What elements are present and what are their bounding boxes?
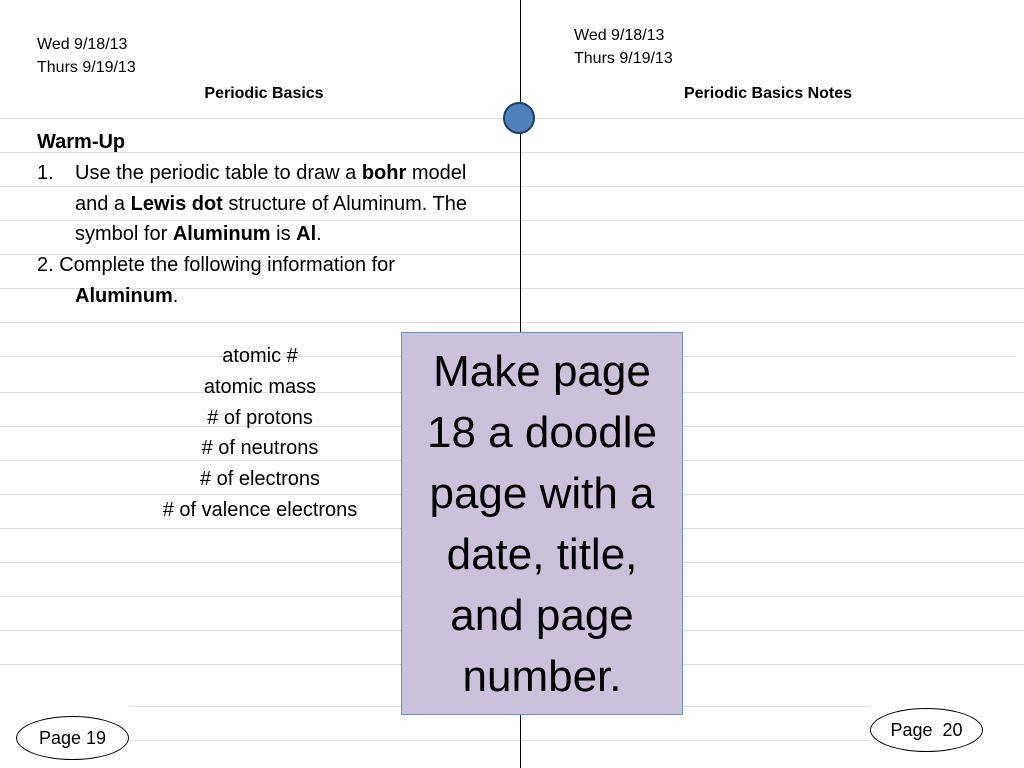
- right-page-number: Page 20: [870, 708, 983, 752]
- info-item: # of protons: [207, 406, 313, 429]
- left-date-line-1: Wed 9/18/13: [37, 36, 128, 53]
- ruled-line: [130, 740, 870, 741]
- q1-bold-lewis-dot: Lewis dot: [130, 192, 223, 215]
- ruled-line: [0, 322, 1024, 323]
- right-date-line-2: Thurs 9/19/13: [574, 50, 673, 67]
- warmup-section: [37, 127, 482, 312]
- callout-text: Make page 18 a doodle page with a date, title, and page number.: [427, 346, 657, 701]
- q2-bold-aluminum: Aluminum: [75, 284, 173, 307]
- q1-text: model and a: [75, 161, 467, 215]
- left-date-line-2: Thurs 9/19/13: [37, 59, 136, 76]
- q1-bold-aluminum: Aluminum: [172, 223, 271, 246]
- q1-text: Use the periodic table to draw a: [75, 161, 362, 184]
- info-item: atomic mass: [203, 375, 317, 398]
- right-date-line-1: Wed 9/18/13: [574, 27, 665, 44]
- q1-text: .: [316, 223, 322, 246]
- q1-text: is: [270, 223, 297, 246]
- left-page-title: Periodic Basics: [204, 85, 324, 102]
- q1-text: structure of Aluminum. The symbol for: [75, 192, 468, 246]
- right-date: [574, 24, 673, 70]
- binder-ring-icon: [503, 102, 535, 134]
- info-item: # of neutrons: [201, 437, 319, 460]
- info-item: # of valence electrons: [162, 498, 358, 521]
- question-1-number: 1.: [37, 161, 54, 184]
- left-date: [37, 33, 136, 79]
- question-2-line-2: [37, 281, 482, 312]
- q2-text: .: [172, 284, 179, 307]
- right-page-title: Periodic Basics Notes: [683, 85, 853, 102]
- left-page-number: Page 19: [16, 716, 129, 760]
- info-list: [100, 341, 420, 526]
- question-1: [37, 158, 482, 250]
- warmup-heading: Warm-Up: [37, 131, 126, 153]
- info-item: atomic #: [222, 345, 298, 367]
- q1-bold-bohr: bohr: [361, 161, 407, 184]
- doodle-page-callout: [401, 332, 683, 715]
- info-item: # of electrons: [199, 468, 321, 491]
- q1-bold-symbol: Al: [296, 223, 317, 246]
- question-2: [37, 250, 482, 312]
- question-2-line-1: 2. Complete the following information for: [37, 254, 395, 277]
